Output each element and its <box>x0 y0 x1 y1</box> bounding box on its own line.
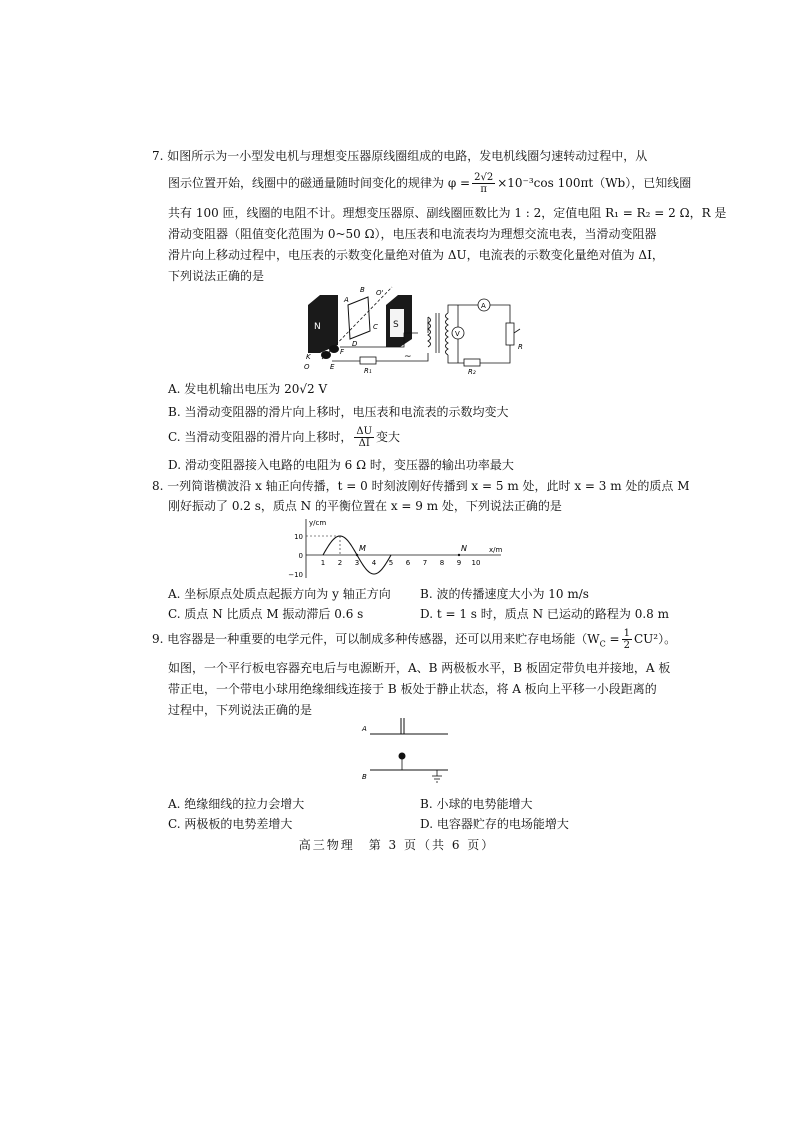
label-r2: R₂ <box>468 368 476 375</box>
charged-ball <box>399 753 406 760</box>
label-f: F <box>340 348 345 356</box>
point-label-m: M <box>359 544 366 553</box>
label-b: B <box>360 286 365 294</box>
sec-wire-right <box>480 345 510 363</box>
q7-line-3: 共有 100 匝，线圈的电阻不计。理想变压器原、副线圈匝数比为 1 : 2，定值电阻 R₁ = R₂ = 2 Ω，R 是 <box>168 206 727 220</box>
q9-option-c: C. 两极板的电势差增大 <box>168 817 293 831</box>
q8-option-a: A. 坐标原点处质点起振方向为 y 轴正方向 <box>168 587 391 601</box>
q9-line-1a: 9. 电容器是一种重要的电学元件，可以制成多种传感器，还可以用来贮存电场能（W <box>152 632 600 646</box>
y-axis-label: y/cm <box>309 519 327 527</box>
label-o: O <box>304 363 310 371</box>
slip-ring-1 <box>321 351 331 359</box>
label-e: E <box>330 363 335 371</box>
q9-option-d: D. 电容器贮存的电场能增大 <box>420 817 569 831</box>
x-tick-label: 8 <box>439 559 445 567</box>
q9-line-1 <box>152 628 676 651</box>
q7-flux-fraction: $\frac{2√2}{\pi}$ <box>474 172 494 195</box>
q7-line-4: 滑动变阻器（阻值变化范围为 0~50 Ω），电压表和电流表均为理想交流电表，当滑动变阻器 <box>168 227 657 241</box>
q8-option-d: D. t = 1 s 时，质点 N 已运动的路程为 0.8 m <box>420 607 669 621</box>
q9-wc-sub: C <box>599 639 606 649</box>
x-tick-label: 2 <box>337 559 343 567</box>
q9-line-1c: CU²）。 <box>633 632 677 646</box>
label-a: A <box>344 296 349 304</box>
q9-line-1b: = <box>605 632 620 646</box>
label-o-prime: O' <box>376 289 384 297</box>
x-tick-label: 9 <box>456 559 462 567</box>
q9-option-b: B. 小球的电势能增大 <box>420 797 533 811</box>
secondary-coil <box>446 313 449 355</box>
s-label: S <box>393 320 399 330</box>
voltmeter-label: V <box>455 330 460 338</box>
y-tick-label: 0 <box>298 552 303 560</box>
plate-a-label: A <box>362 725 367 733</box>
x-tick-label: 3 <box>354 559 360 567</box>
point-marker-m <box>356 554 358 556</box>
q7-line-2 <box>168 172 691 195</box>
q9-line-4: 过程中，下列说法正确的是 <box>168 703 313 717</box>
x-tick-label: 7 <box>422 559 428 567</box>
rheostat-slider <box>514 329 520 333</box>
y-tick-label: 10 <box>294 533 303 541</box>
q8-wave-chart <box>284 515 524 581</box>
x-tick-label: 4 <box>371 559 377 567</box>
n-magnet <box>308 295 338 353</box>
label-k: K <box>306 353 311 361</box>
q7-option-c-fraction: $\frac{\Delta U}{\Delta I}$ <box>356 426 373 449</box>
q7-line-5: 滑片向上移动过程中，电压表的示数变化量绝对值为 ΔU，电流表的示数变化量绝对值为 ΔI， <box>168 248 664 262</box>
wire-bottom-2 <box>376 353 428 361</box>
resistor-r1 <box>360 357 376 364</box>
q8-line-2: 刚好振动了 0.2 s，质点 N 的平衡位置在 x = 9 m 处，下列说法正确的是 <box>168 499 562 513</box>
q7-option-c-text: C. 当滑动变阻器的滑片向上移时， <box>168 430 353 444</box>
plate-b-label: B <box>362 773 367 781</box>
label-c: C <box>373 323 378 331</box>
ac-symbol: ~ <box>404 352 412 362</box>
resistor-r2 <box>464 359 480 366</box>
q7-line-2b: ×10⁻³cos 100πt（Wb），已知线圈 <box>497 176 692 190</box>
ammeter-label: A <box>481 302 486 310</box>
q8-line-1: 8. 一列简谐横波沿 x 轴正向传播，t = 0 时刻波刚好传播到 x = 5 m 处，此时 x = 3 m 处的质点 M <box>152 479 690 493</box>
q7-option-c <box>168 426 400 449</box>
q9-capacitor-figure <box>360 716 452 784</box>
point-label-n: N <box>461 544 467 553</box>
q8-option-b: B. 波的传播速度大小为 10 m/s <box>420 587 589 601</box>
q7-option-c-tail: 变大 <box>376 430 401 444</box>
y-tick-label: −10 <box>288 571 303 579</box>
x-tick-label: 5 <box>388 559 394 567</box>
q8-option-c: C. 质点 N 比质点 M 振动滞后 0.6 s <box>168 607 364 621</box>
q7-line-1: 7. 如图所示为一小型发电机与理想变压器原线圈组成的电路，发电机线圈匀速转动过程中，从 <box>152 149 648 163</box>
label-r1: R₁ <box>364 367 372 375</box>
q7-circuit-figure <box>300 283 530 375</box>
label-r: R <box>518 343 523 351</box>
x-tick-label: 10 <box>471 559 481 567</box>
point-marker-n <box>458 554 460 556</box>
x-axis-label: x/m <box>489 546 503 554</box>
page-footer: 高三物理 第 3 页（共 6 页） <box>298 838 496 852</box>
q9-line-2: 如图，一个平行板电容器充电后与电源断开，A、B 两极板水平，B 板固定带负电并接地，A 板 <box>168 661 671 675</box>
q7-option-b: B. 当滑动变阻器的滑片向上移时，电压表和电流表的示数均变大 <box>168 405 509 419</box>
label-d: D <box>352 340 358 348</box>
q9-option-a: A. 绝缘细线的拉力会增大 <box>168 797 305 811</box>
rheostat-r <box>506 323 514 345</box>
q7-option-a: A. 发电机输出电压为 20√2 V <box>168 382 328 396</box>
q7-option-d: D. 滑动变阻器接入电路的电阻为 6 Ω 时，变压器的输出功率最大 <box>168 458 514 472</box>
slip-ring-2 <box>329 345 339 353</box>
q9-line-3: 带正电，一个带电小球用绝缘细线连接于 B 板处于静止状态，将 A 板向上平移一小段距离的 <box>168 682 657 696</box>
n-label: N <box>314 322 321 332</box>
q9-half-fraction: $\frac{1}{2}$ <box>623 628 630 651</box>
sec-wire-bottom <box>448 355 464 363</box>
x-tick-label: 6 <box>405 559 411 567</box>
q7-line-2a: 图示位置开始，线圈中的磁通量随时间变化的规律为 φ = <box>168 176 471 190</box>
coil <box>348 297 370 339</box>
q7-line-6: 下列说法正确的是 <box>168 269 265 283</box>
x-tick-label: 1 <box>320 559 326 567</box>
